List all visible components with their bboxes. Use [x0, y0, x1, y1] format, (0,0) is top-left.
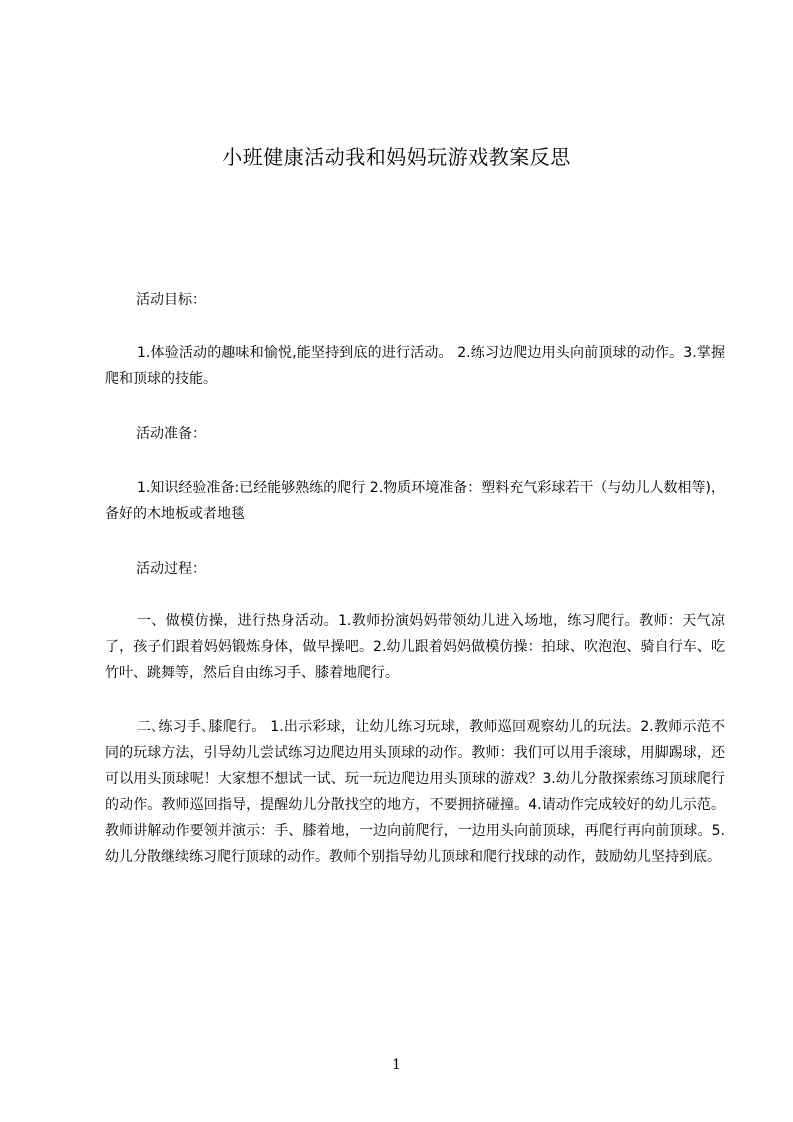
section-preparation-body	[105, 475, 725, 527]
paragraph-process-crawling: 二､练习手､膝爬行。 1.出示彩球，让幼儿练习玩球，教师巡回观察幼儿的玩法。2.教师示范不同的玩球方法，引导幼儿尝试练习边爬边用头顶球的动作。教师：我们可以用手滚球，用脚踢球，还可以用头顶球呢！大家想不想试一试、玩一玩边爬边用头顶球的游戏？3.幼儿分散探索练习顶球爬行的动作。教师巡回指导，提醒幼儿分散找空的地方，不要拥挤碰撞。4.请动作完成较好的幼儿示范。教师讲解动作要领并演示：手、膝着地，一边向前爬行，一边用头向前顶球，再爬行再向前顶球。5.幼儿分散继续练习爬行顶球的动作。教师个别指导幼儿顶球和爬行找球的动作，鼓励幼儿坚持到底。	[105, 719, 725, 865]
section-process	[105, 556, 725, 582]
section-heading-goals: 活动目标：	[136, 292, 206, 308]
section-goals	[105, 287, 725, 313]
paragraph-process-warmup: 一、做模仿操，进行热身活动。1.教师扮演妈妈带领幼儿进入场地，练习爬行。教师：天气凉了，孩子们跟着妈妈锻炼身体，做早操吧。2.幼儿跟着妈妈做模仿操：拍球、吹泡泡、骑自行车、吃竹叶、跳舞等，然后自由练习手、膝着地爬行。	[105, 613, 725, 681]
section-heading-preparation: 活动准备：	[136, 426, 206, 442]
paragraph-preparation: 1.知识经验准备:已经能够熟练的爬行 2.物质环境准备：塑料充气彩球若干（与幼儿人数相等)，备好的木地板或者地毯	[105, 480, 725, 522]
page-number: 1	[392, 1057, 401, 1073]
section-heading-process: 活动过程：	[136, 561, 206, 577]
document-title: 小班健康活动我和妈妈玩游戏教案反思	[222, 145, 571, 169]
section-preparation	[105, 421, 725, 447]
paragraph-goals: 1.体验活动的趣味和愉悦,能坚持到底的进行活动。 2.练习边爬边用头向前顶球的动作。3.掌握爬和顶球的技能。	[105, 345, 725, 387]
section-process-body-2	[105, 714, 725, 870]
section-goals-body	[105, 340, 725, 392]
section-process-body-1	[105, 608, 725, 686]
